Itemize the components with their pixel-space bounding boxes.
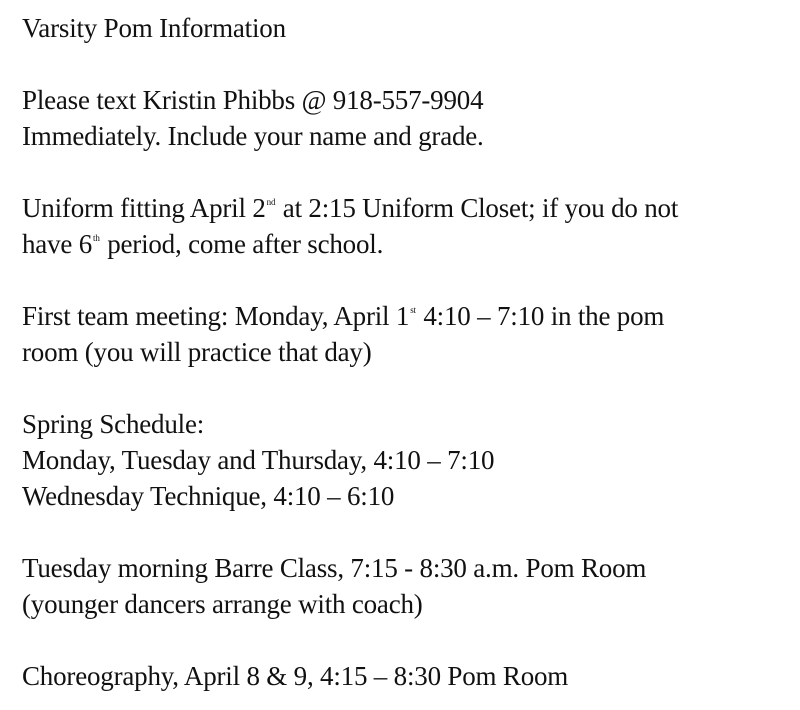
document-body [22, 10, 797, 694]
choreography-line: Choreography, April 8 & 9, 4:15 – 8:30 Pom Room [22, 661, 569, 691]
uniform-line-2 [22, 226, 797, 262]
schedule-line-2: Wednesday Technique, 4:10 – 6:10 [22, 481, 395, 511]
spacer [22, 154, 797, 190]
uniform-text-pre: Uniform fitting April 2 [22, 193, 266, 223]
uniform-line2-pre: have 6 [22, 229, 93, 259]
barre-line-2: (younger dancers arrange with coach) [22, 589, 423, 619]
uniform-ordinal: nd [266, 197, 276, 207]
spacer [22, 262, 797, 298]
schedule-line-1: Monday, Tuesday and Thursday, 4:10 – 7:10 [22, 445, 495, 475]
meeting-text-pre: First team meeting: Monday, April 1 [22, 301, 410, 331]
meeting-line-1 [22, 298, 797, 334]
contact-line-1: Please text Kristin Phibbs @ 918-557-9904 [22, 85, 484, 115]
spacer [22, 514, 797, 550]
spacer [22, 370, 797, 406]
meeting-text-post: 4:10 – 7:10 in the pom [416, 301, 665, 331]
uniform-line2-post: period, come after school. [100, 229, 384, 259]
spacer [22, 46, 797, 82]
uniform-line-1 [22, 190, 797, 226]
uniform-text-post: at 2:15 Uniform Closet; if you do not [276, 193, 679, 223]
schedule-heading: Spring Schedule: [22, 409, 205, 439]
spacer [22, 622, 797, 658]
barre-line-1: Tuesday morning Barre Class, 7:15 - 8:30 a.m. Pom Room [22, 553, 647, 583]
meeting-line-2: room (you will practice that day) [22, 337, 372, 367]
document-title: Varsity Pom Information [22, 13, 286, 43]
meeting-ordinal: st [410, 305, 416, 315]
contact-line-2: Immediately. Include your name and grade. [22, 121, 484, 151]
uniform-line2-ordinal: th [93, 233, 100, 243]
